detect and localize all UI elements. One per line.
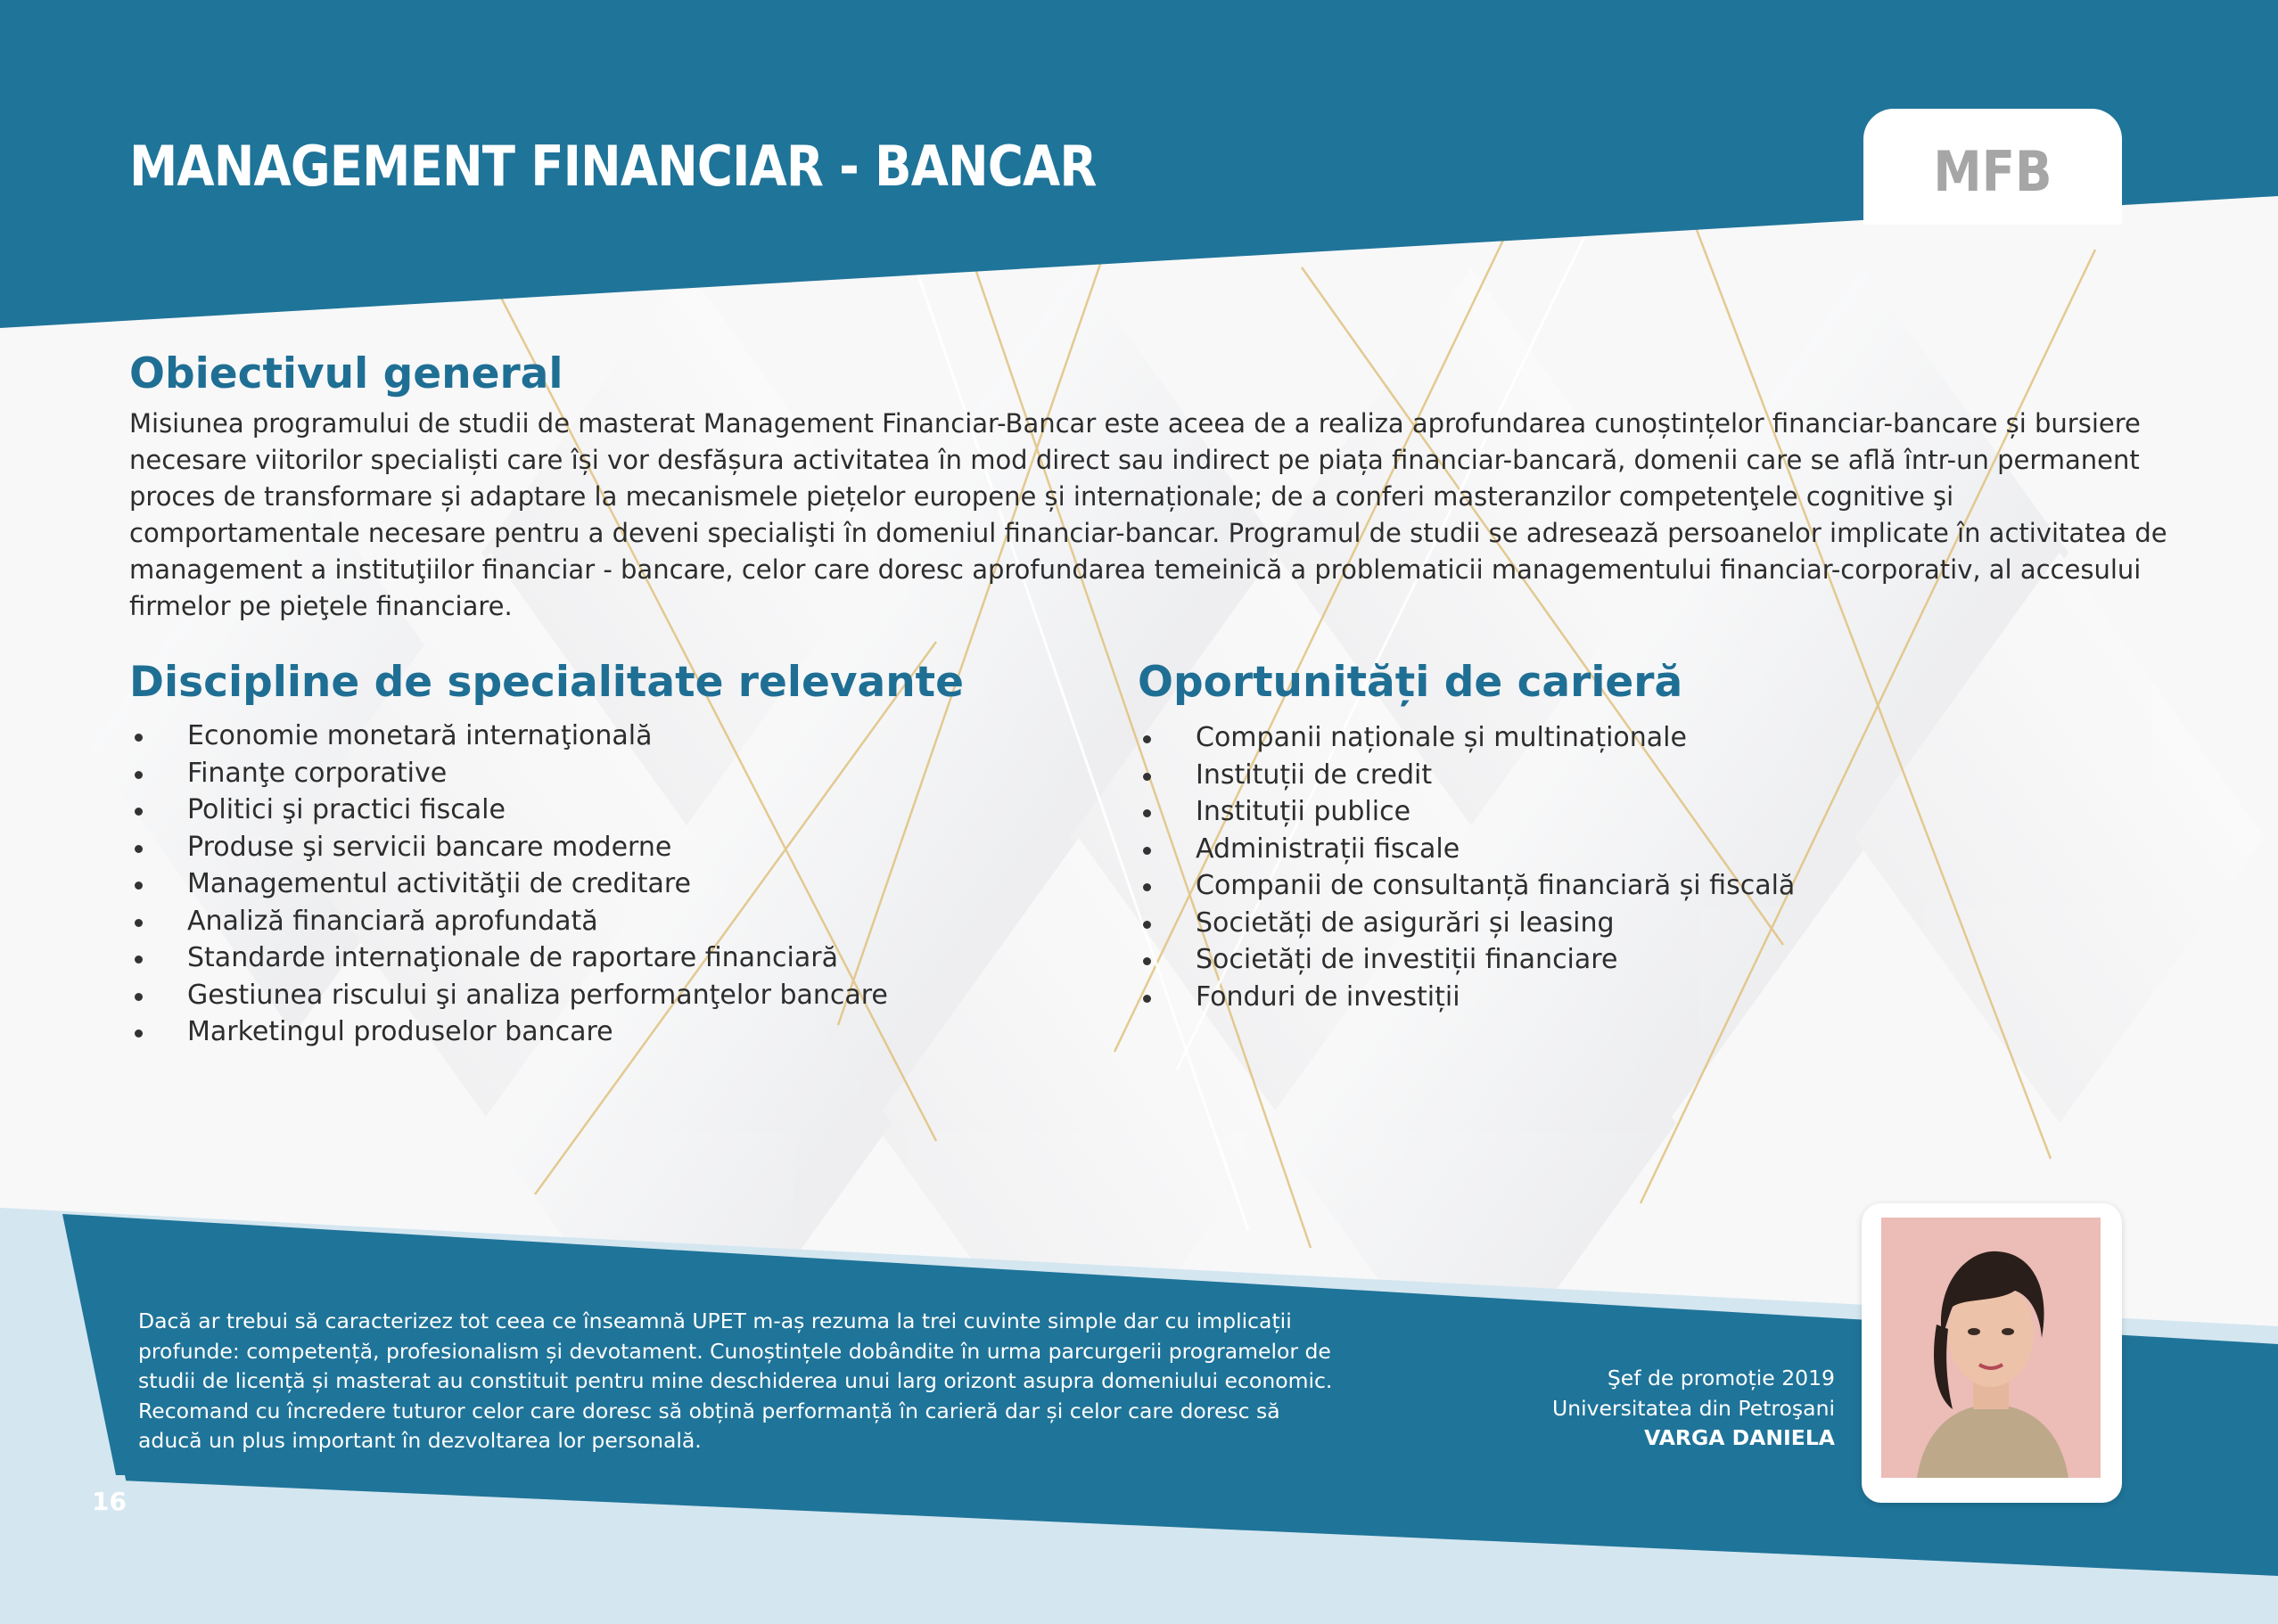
career-item: Fonduri de investiții xyxy=(1138,979,1795,1016)
signature-role: Şef de promoție 2019 xyxy=(1607,1366,1835,1390)
testimonial-quote: Dacă ar trebui să caracterizez tot ceea ce înseamnă UPET m-aș rezuma la trei cuvinte simple dar cu implicații profunde: competență, profesionalism și devotament. Cunoștințele dobândite în urma parcurgerii programelor de studii de licență și masterat au constituit pentru mine deschiderea unui larg orizont asupra domeniului economic. Recomand cu încredere tuturor celor care doresc să obțină performanță în carieră dar și celor care doresc să aducă un plus important în dezvoltarea lor personală. xyxy=(138,1308,1333,1453)
bullet-icon xyxy=(135,993,143,1001)
discipline-item: Gestiunea riscului şi analiza performanţelor bancare xyxy=(129,977,888,1014)
career-item: Companii de consultanță financiară și fiscală xyxy=(1138,867,1795,905)
discipline-item: Standarde internaţionale de raportare financiară xyxy=(129,939,888,977)
career-item: Companii naționale și multinaționale xyxy=(1138,719,1795,757)
career-item: Administrații fiscale xyxy=(1138,831,1795,868)
bullet-icon xyxy=(1143,995,1151,1003)
program-code-tab xyxy=(1863,109,2122,225)
bullet-icon xyxy=(135,734,143,742)
bullet-icon xyxy=(1143,735,1151,743)
career-item: Societăți de asigurări și leasing xyxy=(1138,905,1795,942)
discipline-item: Politici şi practici fiscale xyxy=(129,791,888,829)
bullet-icon xyxy=(135,1029,143,1038)
career-item: Instituții publice xyxy=(1138,793,1795,831)
career-item: Instituții de credit xyxy=(1138,757,1795,794)
program-code: MFB xyxy=(1933,139,2052,204)
bullet-icon xyxy=(135,845,143,853)
bullet-icon xyxy=(1143,773,1151,781)
careers-heading: Oportunități de carieră xyxy=(1138,658,1683,707)
bullet-icon xyxy=(1143,921,1151,929)
objective-heading: Obiectivul general xyxy=(129,349,563,398)
page-title: MANAGEMENT FINANCIAR - BANCAR xyxy=(129,134,1097,199)
career-item: Societăți de investiții financiare xyxy=(1138,941,1795,979)
bullet-icon xyxy=(135,919,143,927)
discipline-item: Economie monetară internaţională xyxy=(129,718,888,755)
careers-list xyxy=(1138,719,1795,1015)
bullet-icon xyxy=(1143,809,1151,817)
disciplines-heading: Discipline de specialitate relevante xyxy=(129,658,965,707)
discipline-item: Finanţe corporative xyxy=(129,755,888,792)
discipline-item: Managementul activităţii de creditare xyxy=(129,865,888,903)
bullet-icon xyxy=(135,956,143,964)
objective-text: Misiunea programului de studii de masterat Management Financiar-Bancar este aceea de a realiza aprofundarea cunoștințelor financiar-bancare și bursiere necesare viitorilor specialiști care își vor desfășura activitatea în mod direct sau indirect pe piața financiar-bancară, domenii care se află într-un permanent proces de transformare și adaptare la mecanismele piețelor europene și internaționale; de a conferi masteranzilor competenţele cognitive şi comportamentale necesare pentru a deveni specialişti în domeniul financiar-bancar. Programul de studii se adresează persoanelor implicate în activitatea de management a instituţiilor financiar - bancare, celor care doresc aprofundarea temeinică a problematicii managementului financiar-corporativ, al accesului firmelor pe pieţele financiare. xyxy=(129,408,2167,621)
discipline-item: Analiză financiară aprofundată xyxy=(129,903,888,940)
bullet-icon xyxy=(135,882,143,890)
discipline-item: Produse şi servicii bancare moderne xyxy=(129,829,888,866)
bullet-icon xyxy=(1143,957,1151,965)
signature-name: VARGA DANIELA xyxy=(1644,1425,1835,1450)
portrait-card xyxy=(1862,1203,2122,1503)
bullet-icon xyxy=(135,808,143,816)
bullet-icon xyxy=(1143,883,1151,891)
page-number: 16 xyxy=(92,1487,127,1516)
testimonial-signature xyxy=(1552,1364,1835,1454)
bullet-icon xyxy=(1143,847,1151,855)
disciplines-list xyxy=(129,718,888,1051)
discipline-item: Marketingul produselor bancare xyxy=(129,1013,888,1051)
signature-institution: Universitatea din Petroşani xyxy=(1552,1395,1835,1421)
portrait-photo xyxy=(1881,1218,2101,1478)
bullet-icon xyxy=(135,771,143,779)
